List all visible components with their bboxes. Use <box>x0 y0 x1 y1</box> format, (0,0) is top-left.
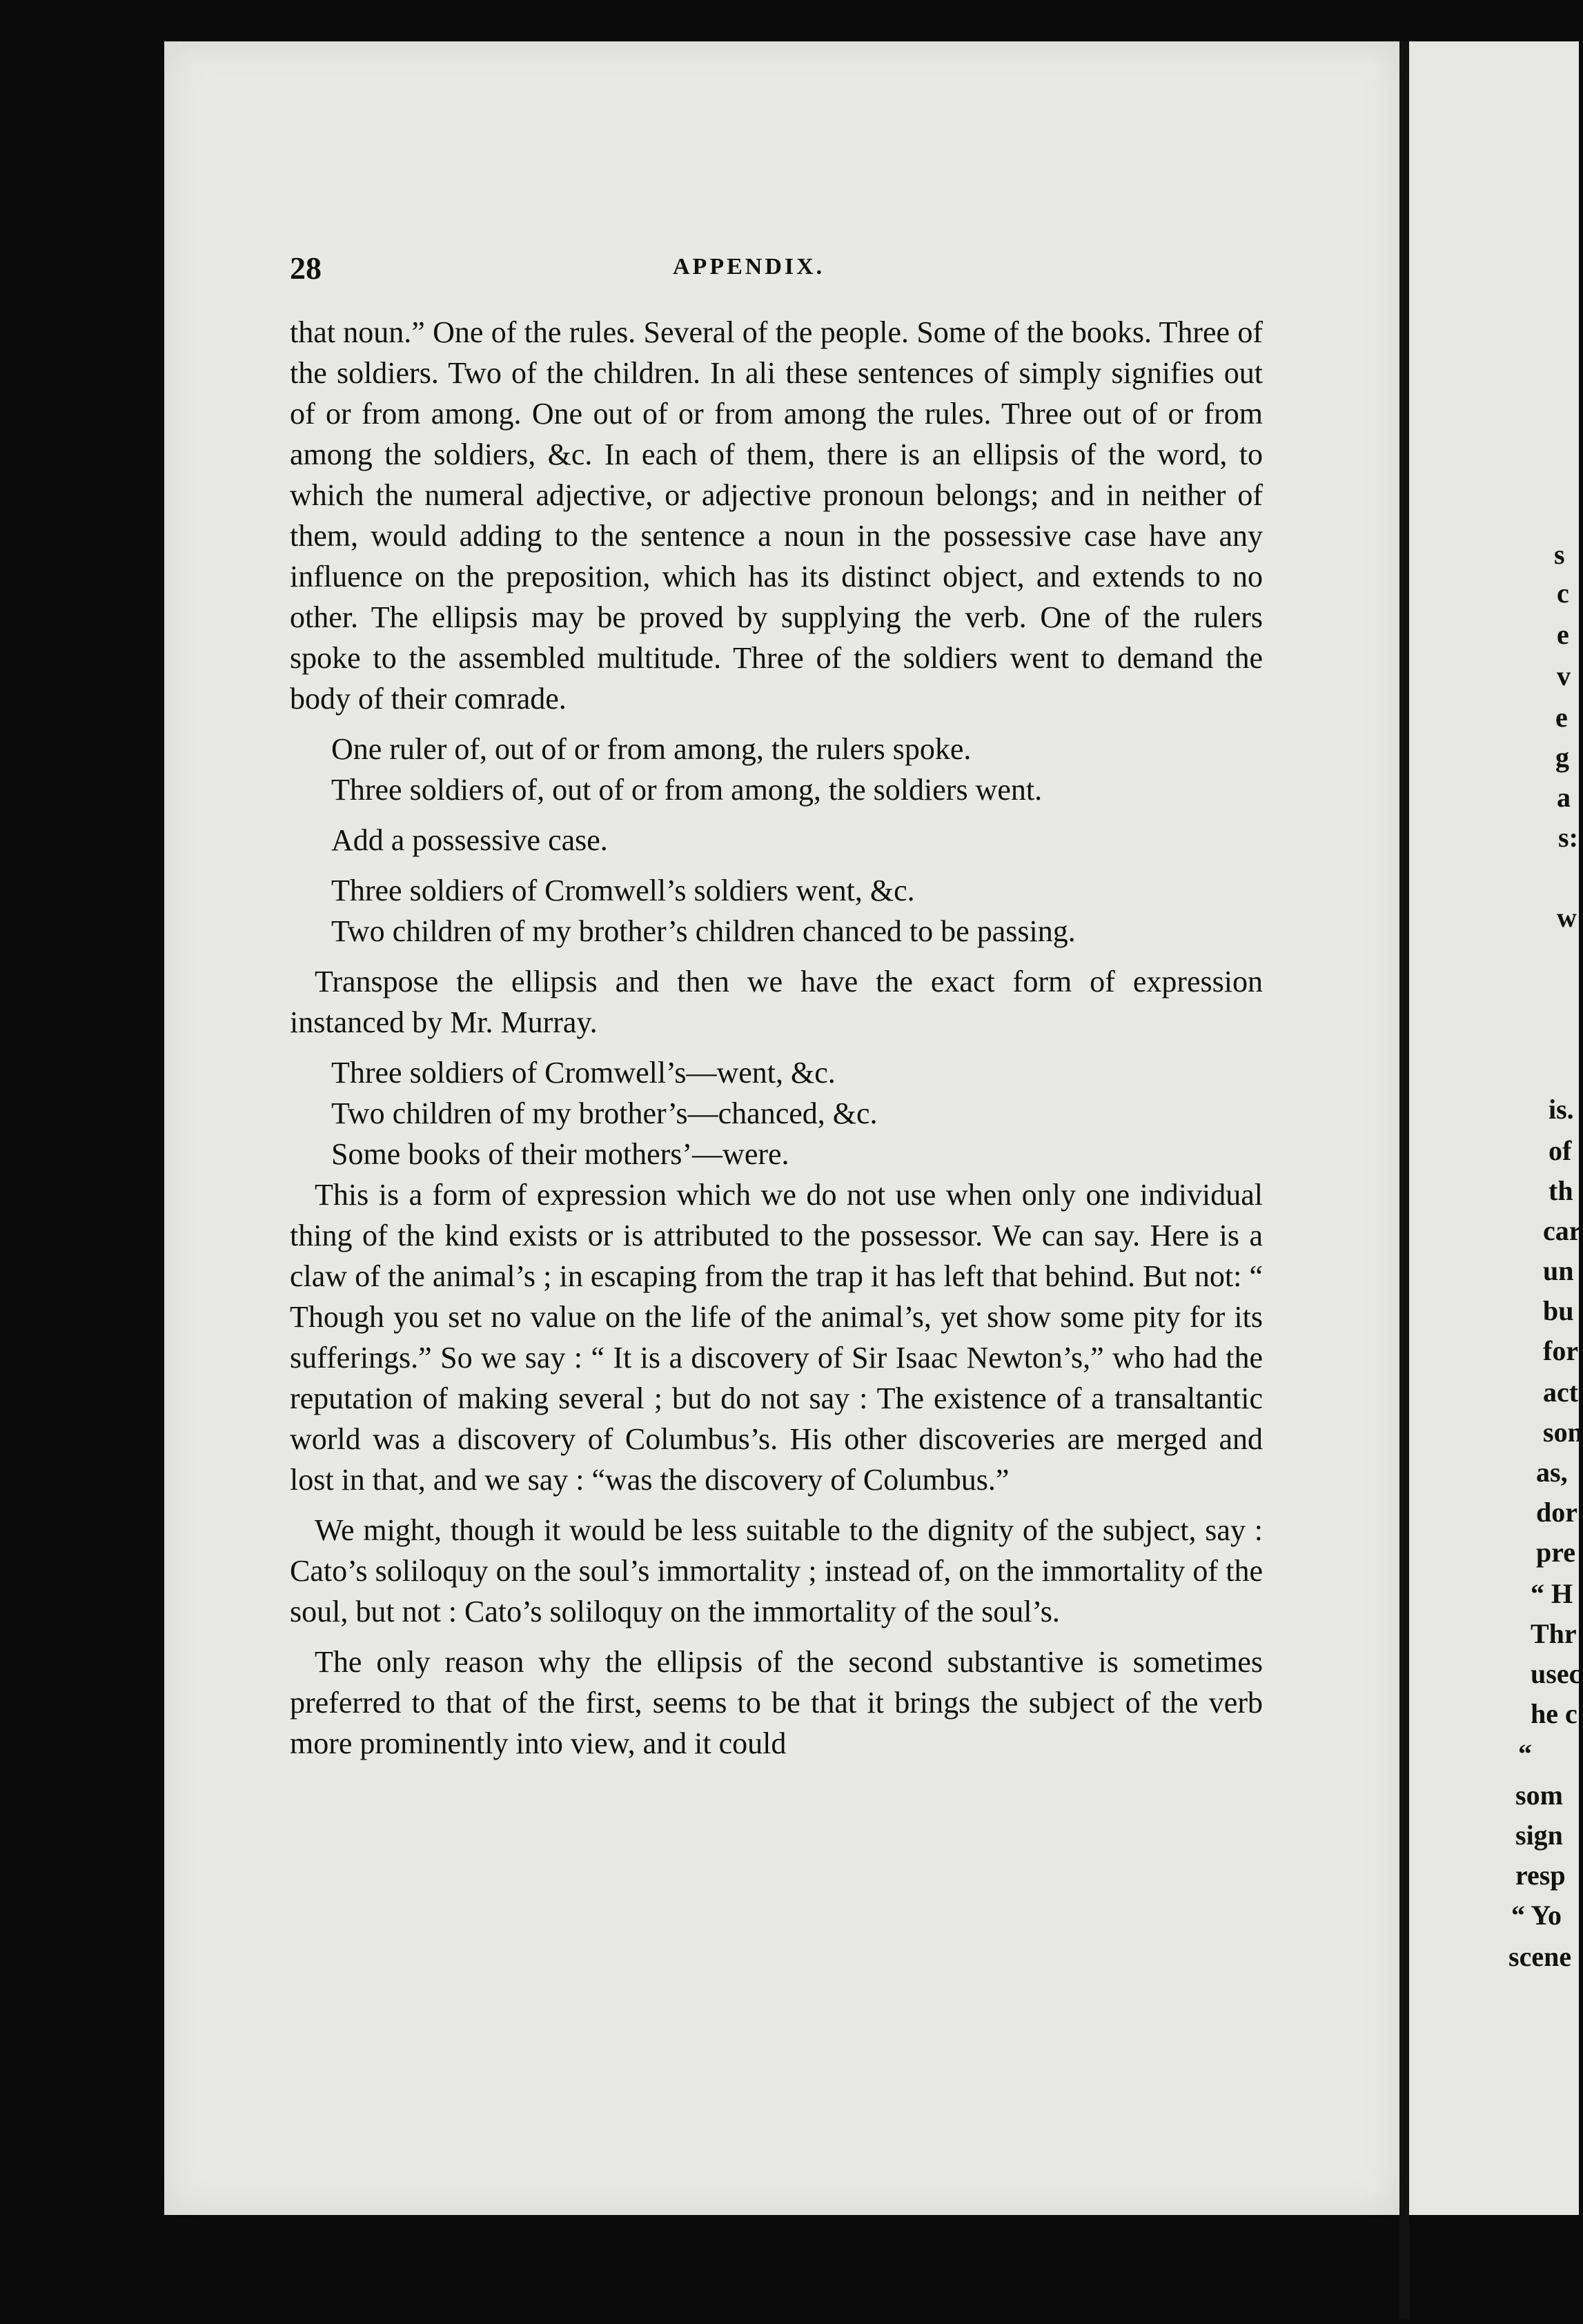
paragraph: We might, though it would be less suitable to the dignity of the subject, say : Cato’s soliloquy on the soul’s immortality ; instead of, on the immortality of the soul, but not : Cato’s soliloquy on the immortality of the soul’s. <box>290 1513 1263 1628</box>
right-page-fragment: car <box>1543 1215 1582 1246</box>
right-page-fragment: resp <box>1515 1860 1566 1891</box>
right-page-fragment: g <box>1555 742 1569 773</box>
running-head: APPENDIX. <box>673 254 825 279</box>
right-page-fragment: scene <box>1508 1941 1572 1972</box>
right-page-fragment: he c <box>1531 1698 1577 1729</box>
right-page-fragment: s <box>1554 539 1565 570</box>
example-line: Three soldiers of Cromwell’s—went, &c. <box>331 1056 836 1090</box>
right-page-fragment: as, <box>1536 1457 1568 1488</box>
right-page-fragment: sign <box>1515 1820 1563 1851</box>
paragraph: that noun.” One of the rules. Several of the people. Some of the books. Three of the soldiers. Two of the children. In ali these sentences of simply signifies out of or from among. One out of or from among the rules. Three out of or from among the soldiers, &c. In each of them, there is an ellipsis of the word, to which the numeral adjective, or adjective pronoun belongs; and in neither of them, would adding to the sentence a noun in the possessive case have any influence on the preposition, which has its distinct object, and extends to no other. The ellipsis may be proved by supplying the verb. One of the rulers spoke to the assembled multitude. Three of the soldiers went to demand the body of their comrade. <box>290 315 1263 716</box>
right-page-fragment: w <box>1557 902 1577 933</box>
right-page-fragment: a <box>1557 782 1571 813</box>
paragraph: Transpose the ellipsis and then we have the exact form of expression instanced by Mr. Murray. <box>290 965 1263 1039</box>
paragraph: Add a possessive case. <box>331 823 608 857</box>
right-page-fragment: som <box>1515 1780 1563 1811</box>
right-page-fragment: Thr <box>1531 1618 1577 1649</box>
right-page-fragment: e <box>1557 619 1569 650</box>
right-page-fragment: “ H <box>1531 1578 1573 1609</box>
example-line: Two children of my brother’s children chanced to be passing. <box>331 914 1076 948</box>
page-number: 28 <box>290 250 322 286</box>
right-page-fragment: usec <box>1531 1658 1582 1689</box>
example-line: Two children of my brother’s—chanced, &c. <box>331 1096 878 1130</box>
right-page-fragment: e <box>1555 702 1568 733</box>
right-page-fragment: act <box>1543 1377 1579 1408</box>
right-page-fragment: of <box>1548 1135 1572 1166</box>
right-page-fragment: pre <box>1536 1537 1576 1568</box>
book-gutter <box>1399 41 1409 2318</box>
paragraph: The only reason why the ellipsis of the second substantive is sometimes preferred to that of the first, seems to be that it brings the subject of the verb more prominently into view, and it could <box>290 1645 1263 1760</box>
right-page-fragment: th <box>1548 1175 1573 1206</box>
right-page-fragment: for <box>1543 1335 1579 1366</box>
right-page-fragment: “ Yo <box>1511 1900 1562 1931</box>
example-line: Three soldiers of, out of or from among, the soldiers went. <box>331 773 1043 807</box>
example-line: One ruler of, out of or from among, the rulers spoke. <box>331 732 972 766</box>
right-page-fragment: un <box>1543 1255 1574 1286</box>
paragraph: This is a form of expression which we do not use when only one individual thing of the kind exists or is attributed to the possessor. We can say. Here is a claw of the animal’s ; in escaping from the trap it has left that behind. But not: “ Though you set no value on the life of the animal’s, yet show some pity for its sufferings.” So we say : “ It is a discovery of Sir Isaac Newton’s,” who had the reputation of making several ; but do not say : The existence of a transaltantic world was a discovery of Columbus’s. His other discoveries are merged and lost in that, and we say : “was the discovery of Columbus.” <box>290 1178 1263 1497</box>
example-line: Some books of their mothers’—were. <box>331 1137 789 1171</box>
right-page-fragment: s: <box>1558 822 1578 853</box>
right-page-fragment: v <box>1557 660 1571 691</box>
right-page-fragment: son <box>1543 1417 1583 1448</box>
right-page-fragment: dor <box>1536 1497 1577 1528</box>
right-page-fragment: bu <box>1543 1295 1574 1326</box>
body-text <box>290 312 1263 1764</box>
right-page-fragment: is. <box>1548 1094 1574 1125</box>
example-line: Three soldiers of Cromwell’s soldiers went, &c. <box>331 874 915 907</box>
right-page-fragment: c <box>1557 578 1569 609</box>
page-header <box>290 250 1270 291</box>
right-page-fragment: “ <box>1518 1738 1532 1769</box>
